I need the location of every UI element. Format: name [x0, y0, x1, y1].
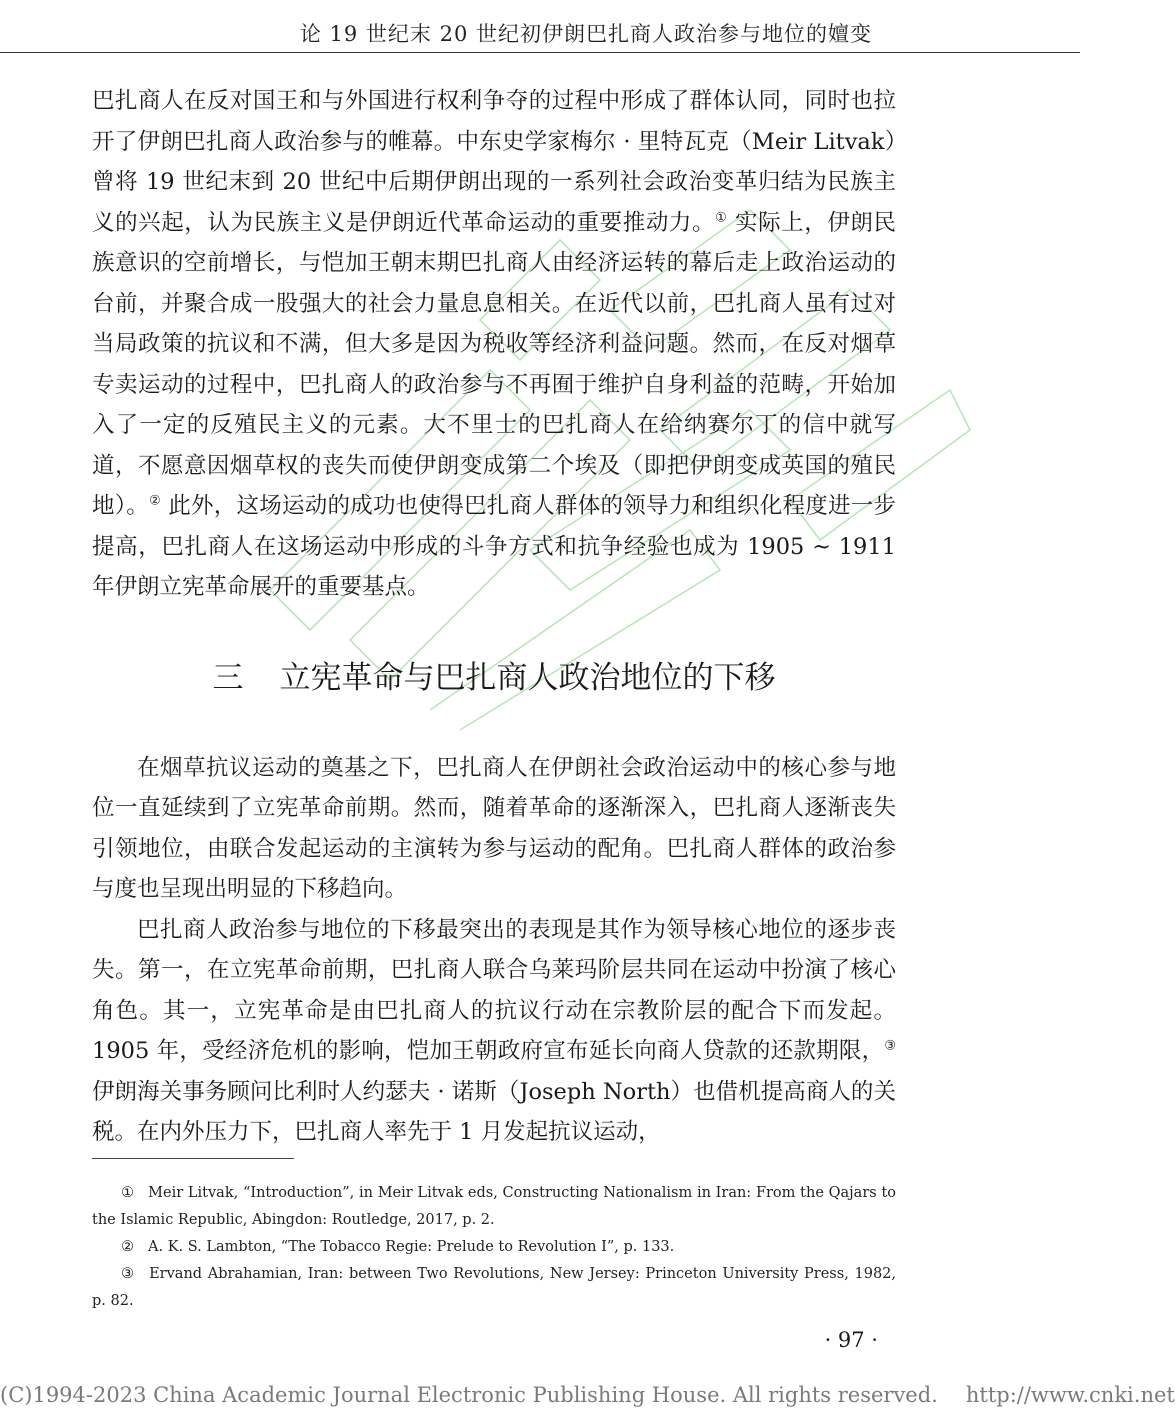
footnote-text: Meir Litvak, “Introduction”, in Meir Litvak eds, Constructing Nationalism in Iran: From the Qajars to the Islamic Republic, Abingdon: Routledge, 2017, p. 2.: [92, 1185, 897, 1228]
footnote-2: [92, 1234, 896, 1261]
paragraph-2-text: 在烟草抗议运动的奠基之下，巴扎商人在伊朗社会政治运动中的核心参与地位一直延续到了立宪革命前期。然而，随着革命的逐渐深入，巴扎商人逐渐丧失引领地位，由联合发起运动的主演转为参与运动的配角。巴扎商人群体的政治参与度也呈现出明显的下移趋向。: [92, 754, 896, 902]
page-number: · 97 ·: [824, 1328, 878, 1352]
article-body: [92, 81, 896, 1153]
copyright-text: (C)1994-2023 China Academic Journal Electronic Publishing House. All rights reserved.: [0, 1383, 938, 1407]
footnote-1: [92, 1180, 896, 1234]
running-head-title: 论 19 世纪末 20 世纪初伊朗巴扎商人政治参与地位的嬗变: [299, 22, 872, 46]
paragraph-3-text-b: 伊朗海关事务顾问比利时人约瑟夫 · 诺斯（Joseph North）也借机提高商人的关税。在内外压力下，巴扎商人率先于 1 月发起抗议运动，: [92, 1078, 896, 1145]
paragraph-1-text-b: 实际上，伊朗民族意识的空前增长，与恺加王朝末期巴扎商人由经济运转的幕后走上政治运动的台前，并聚合成一股强大的社会力量息息相关。在近代以前，巴扎商人虽有过对当局政策的抗议和不满，但大多是因为税收等经济利益问题。然而，在反对烟草专卖运动的过程中，巴扎商人的政治参与不再囿于维护自身利益的范畴，开始加入了一定的反殖民主义的元素。大不里士的巴扎商人在给纳赛尔丁的信中就写道，不愿意因烟草权的丧失而使伊朗变成第二个埃及（即把伊朗变成英国的殖民地）。: [92, 209, 896, 519]
section-heading: [92, 635, 896, 721]
footnote-ref-1[interactable]: ①: [715, 210, 728, 225]
footnote-ref-2[interactable]: ②: [149, 493, 161, 509]
footnote-mark: ③: [121, 1266, 136, 1282]
paragraph-3: [92, 910, 896, 1153]
running-head: [0, 0, 1080, 56]
footnote-ref-3[interactable]: ③: [884, 1038, 896, 1054]
section-title: 立宪革命与巴扎商人政治地位的下移: [279, 659, 776, 696]
footnote-3: [92, 1261, 896, 1315]
section-number: 三: [212, 659, 244, 696]
header-rule: [0, 52, 1080, 53]
footnote-mark: ②: [121, 1239, 134, 1255]
paragraph-3-text-a: 巴扎商人政治参与地位的下移最突出的表现是其作为领导核心地位的逐步丧失。第一，在立宪革命前期，巴扎商人联合乌莱玛阶层共同在运动中扮演了核心角色。其一，立宪革命是由巴扎商人的抗议行动在宗教阶层的配合下而发起。1905 年，受经济危机的影响，恺加王朝政府宣布延长向商人贷款的还款期限，: [92, 916, 896, 1064]
footnote-mark: ①: [121, 1185, 135, 1201]
paragraph-2: [92, 748, 896, 910]
footnote-text: A. K. S. Lambton, “The Tobacco Regie: Prelude to Revolution I”, p. 133.: [148, 1239, 675, 1255]
paragraph-1: [92, 81, 896, 608]
paragraph-1-text-a: 巴扎商人在反对国王和与外国进行权利争夺的过程中形成了群体认同，同时也拉开了伊朗巴扎商人政治参与的帷幕。中东史学家梅尔 · 里特瓦克（Meir Litvak）曾将 19 世纪末到 20 世纪中后期伊朗出现的一系列社会政治变革归结为民族主义的兴起，认为民族主义是伊朗近代革命运动的重要推动力。: [92, 88, 896, 236]
footnote-rule: [92, 1158, 294, 1159]
footnote-text: Ervand Abrahamian, Iran: between Two Revolutions, New Jersey: Princeton University Press, 1982, p. 82.: [92, 1266, 897, 1309]
footnotes: [92, 1180, 896, 1315]
cnki-link[interactable]: http://www.cnki.net: [965, 1383, 1175, 1407]
copyright-footer: [0, 1383, 1175, 1407]
paragraph-1-text-c: 此外，这场运动的成功也使得巴扎商人群体的领导力和组织化程度进一步提高，巴扎商人在这场运动中形成的斗争方式和抗争经验也成为 1905 ~ 1911 年伊朗立宪革命展开的重要基点。: [92, 493, 896, 600]
